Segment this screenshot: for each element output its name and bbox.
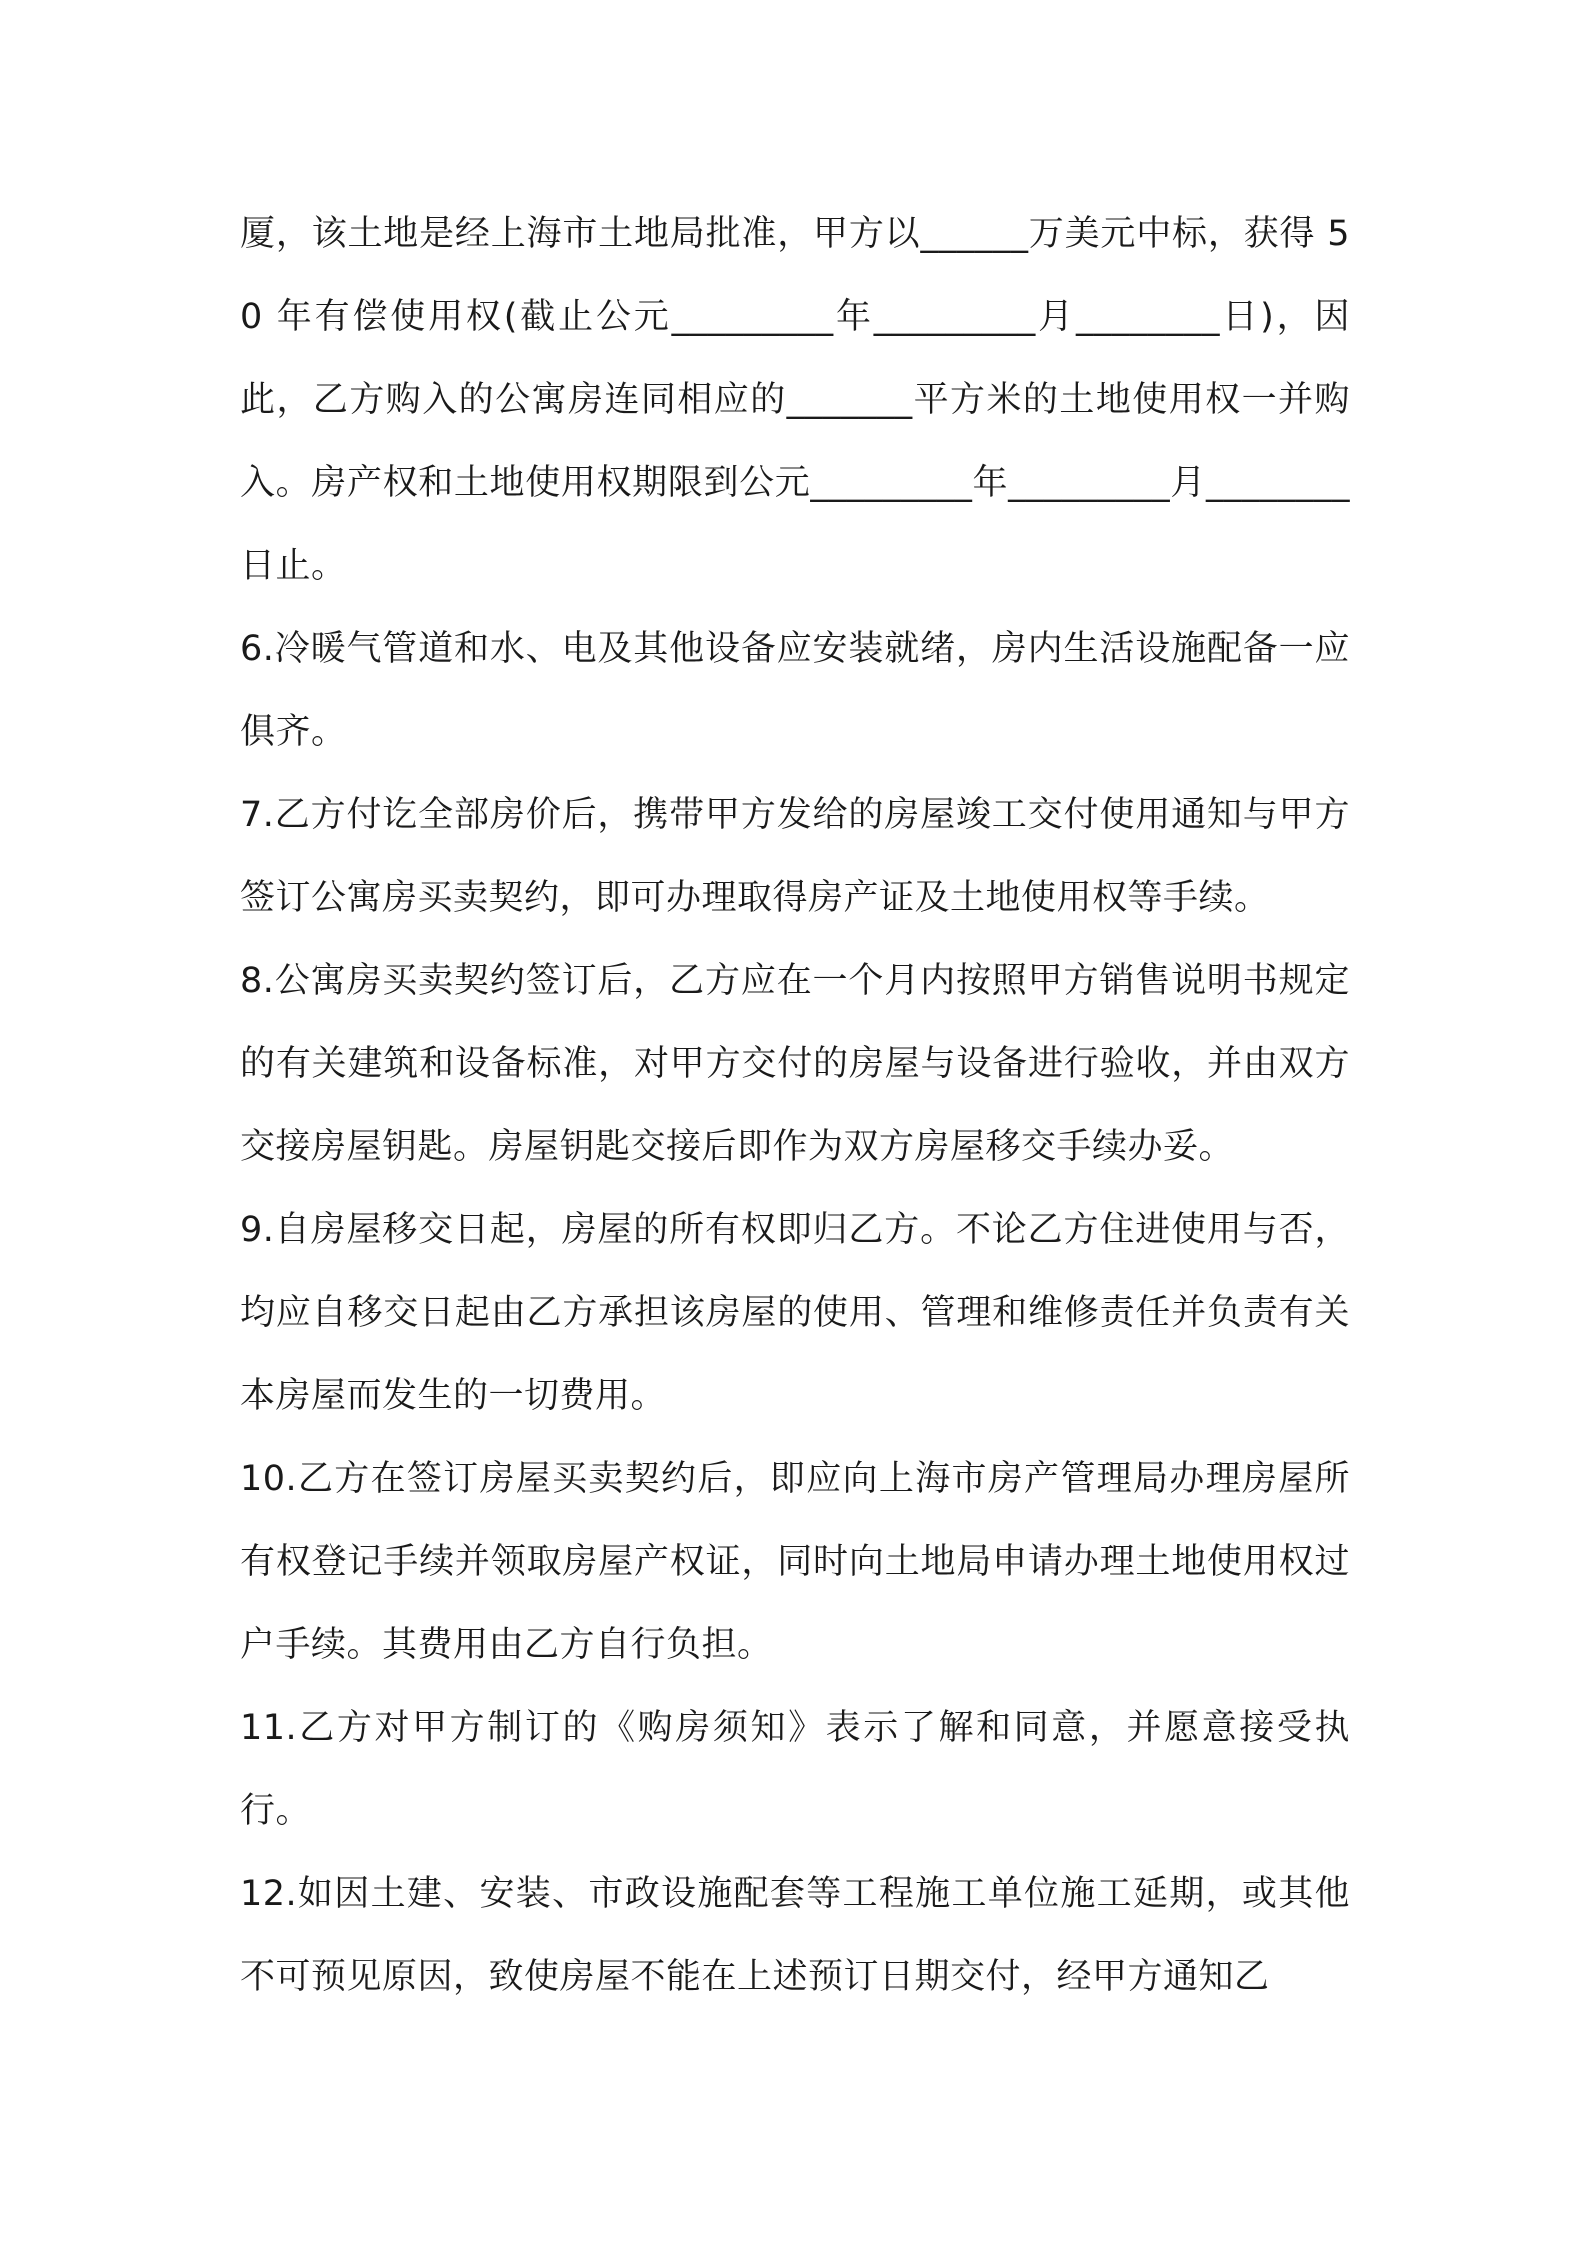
clause-6: 6.冷暖气管道和水、电及其他设备应安装就绪，房内生活设施配备一应俱齐。: [240, 629, 1350, 752]
clause-9: 9.自房屋移交日起，房屋的所有权即归乙方。不论乙方住进使用与否，均应自移交日起由乙方承担该房屋的使用、管理和维修责任并负责有关本房屋而发生的一切费用。: [240, 1210, 1350, 1416]
clause-11: 11.乙方对甲方制订的《购房须知》表示了解和同意，并愿意接受执行。: [240, 1708, 1350, 1831]
contract-body: [240, 193, 1350, 2019]
clause-8: 8.公寓房买卖契约签订后，乙方应在一个月内按照甲方销售说明书规定的有关建筑和设备标准，对甲方交付的房屋与设备进行验收，并由双方交接房屋钥匙。房屋钥匙交接后即作为双方房屋移交手续办妥。: [240, 961, 1350, 1167]
clause-10: 10.乙方在签订房屋买卖契约后，即应向上海市房产管理局办理房屋所有权登记手续并领取房屋产权证，同时向土地局申请办理土地使用权过户手续。其费用由乙方自行负担。: [240, 1459, 1350, 1665]
clause-7: 7.乙方付讫全部房价后，携带甲方发给的房屋竣工交付使用通知与甲方签订公寓房买卖契约，即可办理取得房产证及土地使用权等手续。: [240, 795, 1350, 918]
clause-12: 12.如因土建、安装、市政设施配套等工程施工单位施工延期，或其他不可预见原因，致使房屋不能在上述预订日期交付，经甲方通知乙: [240, 1874, 1350, 1997]
paragraph-land-use-rights: 厦，该土地是经上海市土地局批准，甲方以______万美元中标，获得 50 年有偿使用权(截止公元_________年_________月________日)，因此，乙方购入的公寓房连同相应的_______平方米的土地使用权一并购入。房产权和土地使用权期限到公元_________年_________月________日止。: [240, 214, 1350, 586]
